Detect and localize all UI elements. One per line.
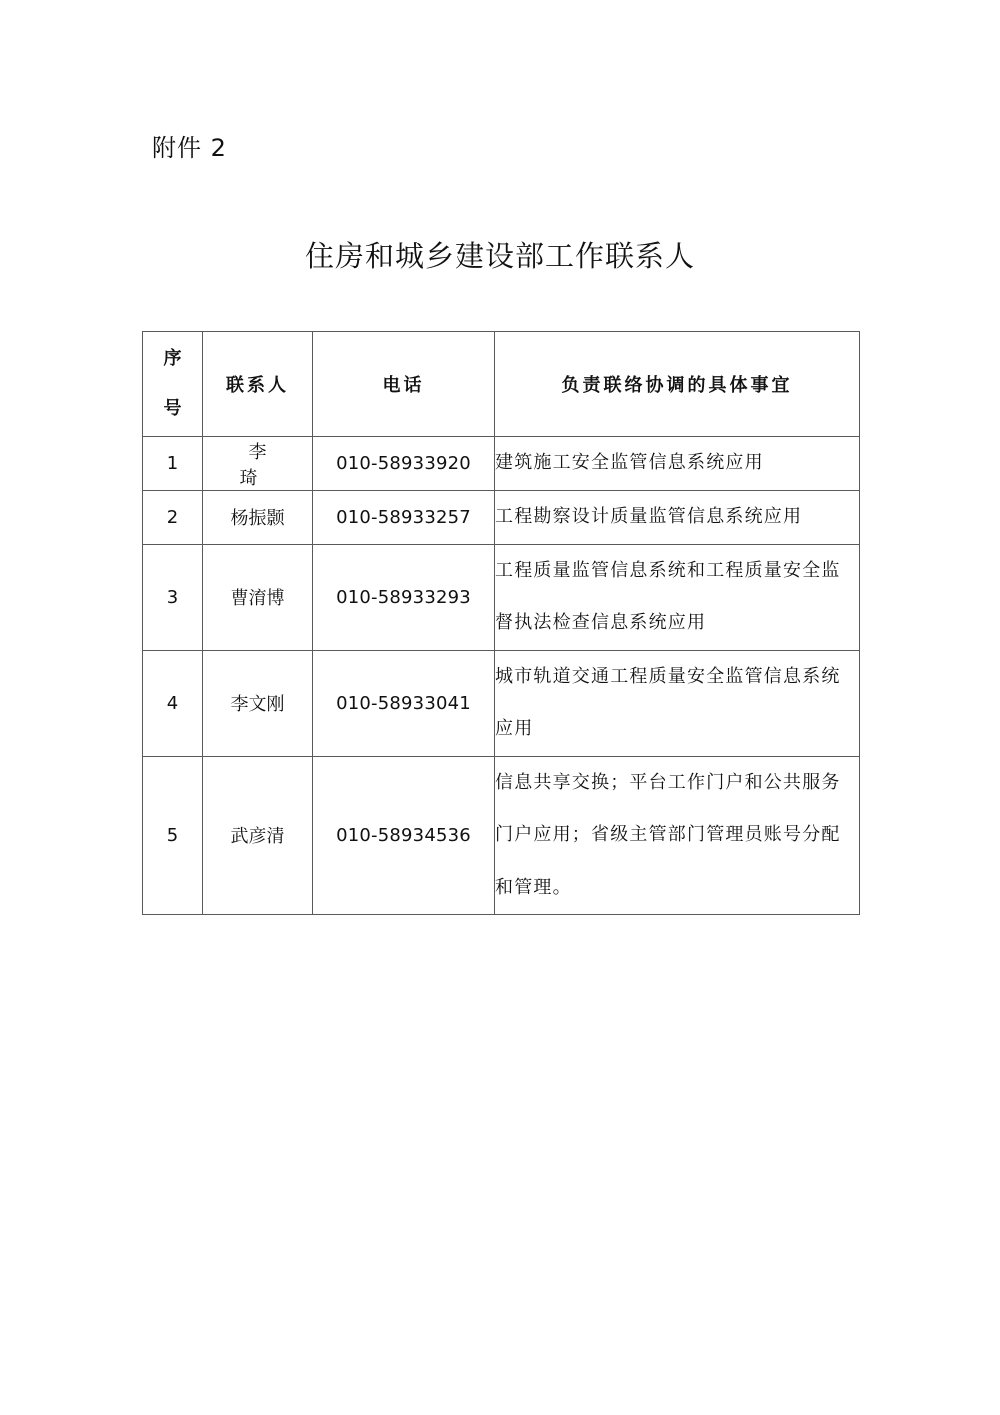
table-row — [143, 491, 860, 545]
table-row — [143, 437, 860, 491]
row-duty: 工程质量监管信息系统和工程质量安全监督执法检查信息系统应用 — [495, 544, 860, 650]
contacts-table — [142, 331, 860, 915]
header-contact: 联系人 — [203, 332, 313, 437]
table-header-row — [143, 332, 860, 437]
header-duty: 负责联络协调的具体事宜 — [495, 332, 860, 437]
row-name: 杨振颢 — [203, 491, 313, 545]
row-no: 3 — [143, 544, 203, 650]
document-title: 住房和城乡建设部工作联系人 — [304, 239, 695, 273]
row-duty: 工程勘察设计质量监管信息系统应用 — [495, 491, 860, 545]
row-duty: 信息共享交换；平台工作门户和公共服务门户应用；省级主管部门管理员账号分配和管理。 — [495, 756, 860, 915]
row-duty: 城市轨道交通工程质量安全监管信息系统应用 — [495, 650, 860, 756]
row-no: 1 — [143, 437, 203, 491]
row-phone: 010-58933293 — [313, 544, 495, 650]
row-phone: 010-58934536 — [313, 756, 495, 915]
table-row — [143, 650, 860, 756]
row-phone: 010-58933920 — [313, 437, 495, 491]
row-phone: 010-58933257 — [313, 491, 495, 545]
row-name: 李文刚 — [203, 650, 313, 756]
row-name-text: 李 琦 — [239, 441, 285, 489]
header-no — [143, 332, 203, 437]
row-name: 武彦清 — [203, 756, 313, 915]
row-no: 4 — [143, 650, 203, 756]
table-row — [143, 756, 860, 915]
row-name: 曹淯博 — [203, 544, 313, 650]
row-phone: 010-58933041 — [313, 650, 495, 756]
header-phone: 电话 — [313, 332, 495, 437]
row-duty: 建筑施工安全监管信息系统应用 — [495, 437, 860, 491]
attachment-label: 附件 2 — [152, 134, 227, 162]
table-row — [143, 544, 860, 650]
row-no: 5 — [143, 756, 203, 915]
row-no: 2 — [143, 491, 203, 545]
row-name — [203, 437, 313, 491]
header-no-label: 序号 — [163, 348, 182, 419]
